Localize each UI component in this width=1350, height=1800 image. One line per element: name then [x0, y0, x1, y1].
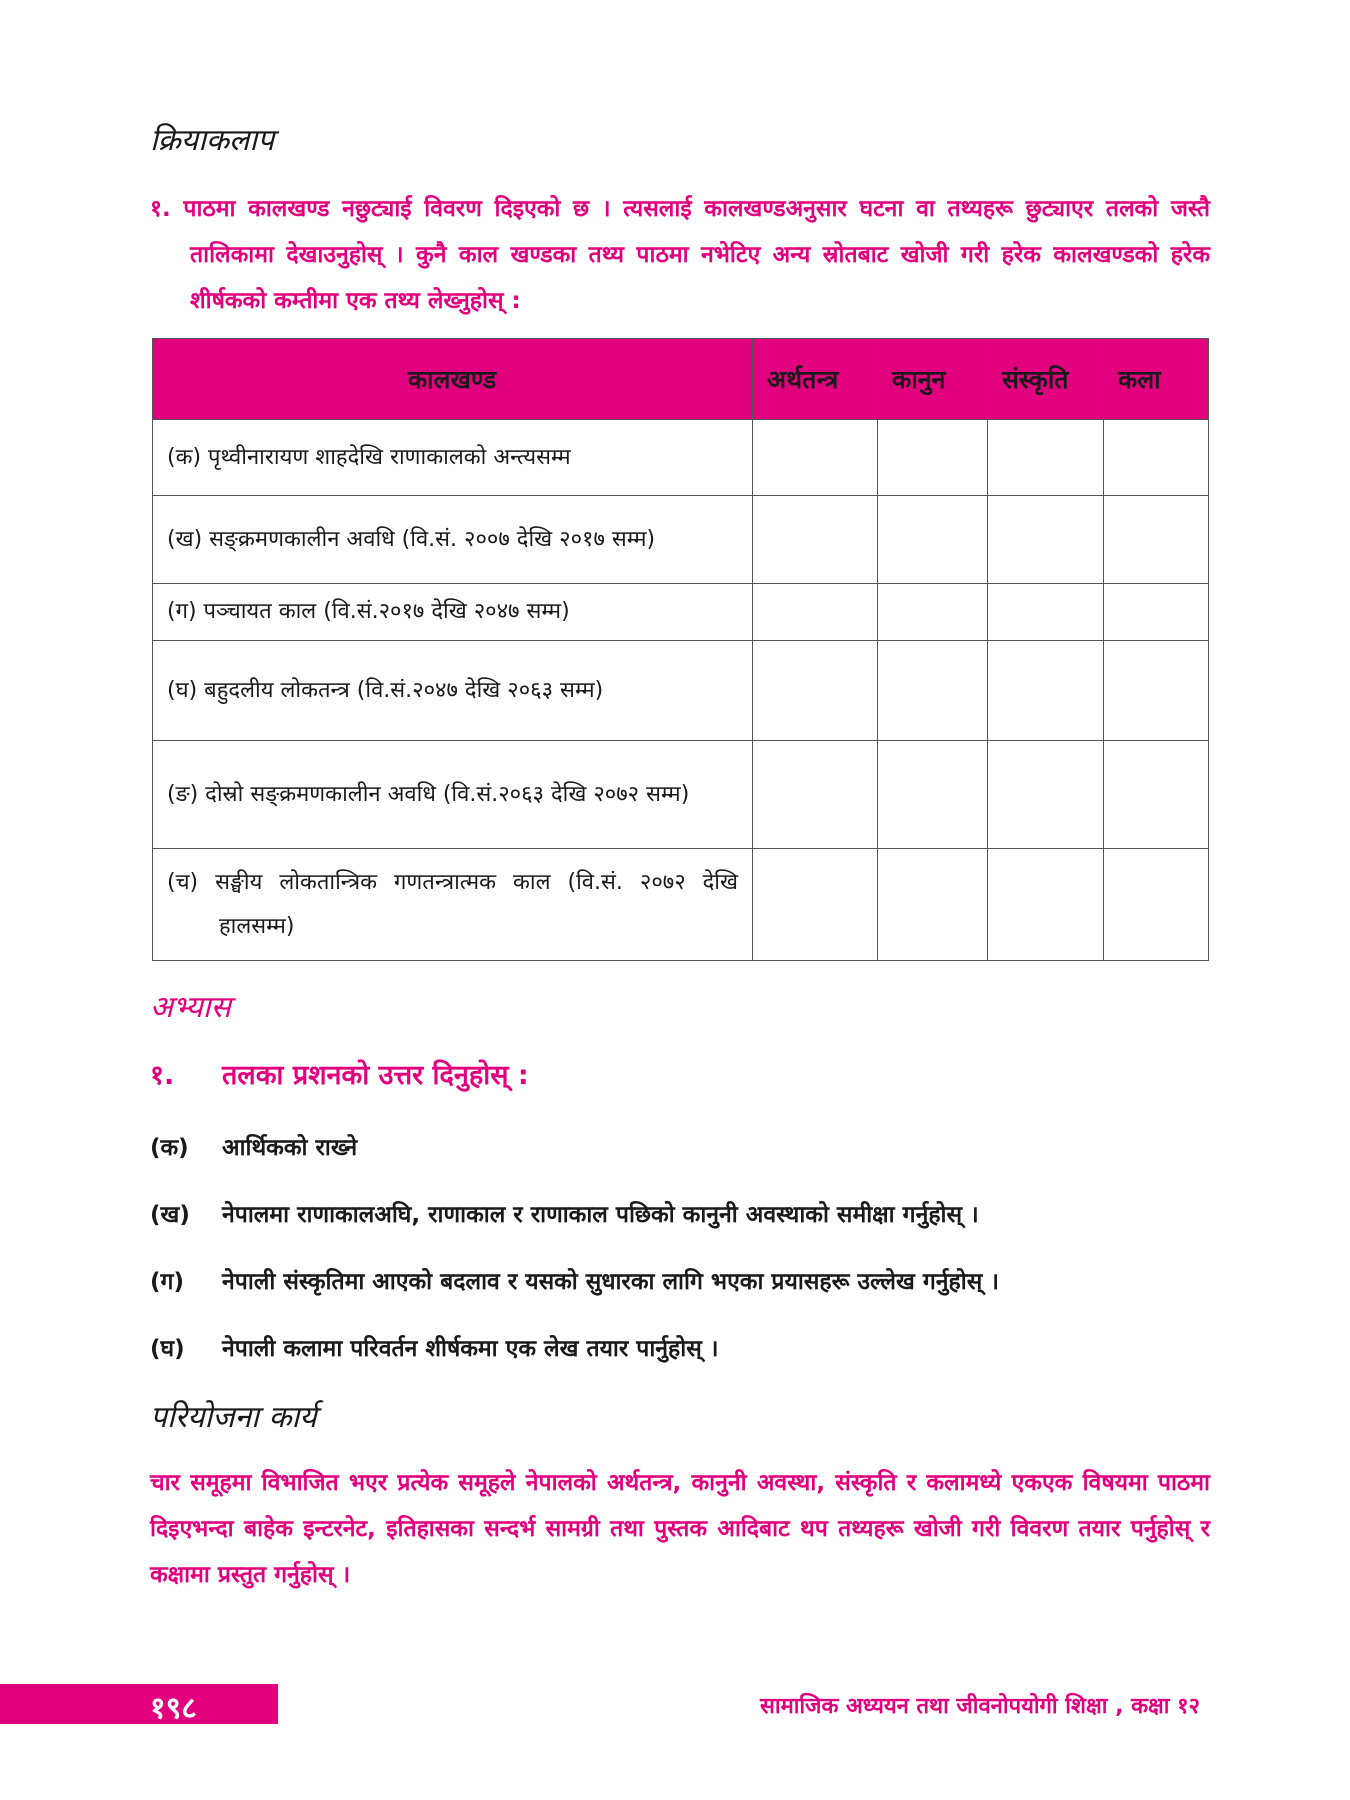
- timeline-table: [152, 338, 1209, 961]
- question-text: नेपाली संस्कृतिमा आएको बदलाव र यसको सुधारका लागि भएका प्रयासहरू उल्लेख गर्नुहोस् ।: [222, 1269, 1000, 1295]
- law-cell: [878, 584, 988, 641]
- law-cell: [878, 741, 988, 849]
- law-cell: [878, 849, 988, 961]
- period-label: (ग) पञ्चायत काल (वि.सं.२०१७ देखि २०४७ सम्म): [167, 599, 570, 624]
- table-row: [153, 584, 1209, 641]
- footer-page-bar: [0, 1684, 278, 1724]
- culture-cell: [988, 584, 1104, 641]
- culture-cell: [988, 641, 1104, 741]
- activity-title: क्रियाकलाप: [150, 123, 275, 158]
- law-cell: [878, 496, 988, 584]
- period-label: (घ) बहुदलीय लोकतन्त्र (वि.सं.२०४७ देखि २०६३ सम्म): [167, 677, 604, 703]
- book-title: सामाजिक अध्ययन तथा जीवनोपयोगी शिक्षा , कक्षा १२: [760, 1694, 1200, 1719]
- project-title: परियोजना कार्य: [150, 1400, 317, 1435]
- activity-instruction: १. पाठमा कालखण्ड नछुट्याई विवरण दिइएको छ । त्यसलाई कालखण्डअनुसार घटना वा तथ्यहरू छुट्याएर तलको जस्तै तालिकामा देखाउनुहोस् । कुनै काल खण्डका तथ्य पाठमा नभेटिए अन्य स्रोतबाट खोजी गरी हरेक कालखण्डको हरेक शीर्षकको कम्तीमा एक तथ्य लेख्नुहोस् :: [150, 196, 1210, 314]
- page-number: १९८: [150, 1691, 197, 1726]
- table-header-row: [153, 339, 1209, 420]
- header-economy: अर्थतन्त्र: [753, 339, 878, 420]
- table-row: [153, 741, 1209, 849]
- law-cell: [878, 420, 988, 496]
- period-label: (ङ) दोस्रो सङ्क्रमणकालीन अवधि (वि.सं.२०६३ देखि २०७२ सम्म): [167, 781, 690, 807]
- period-cell: [153, 496, 753, 584]
- exercise-heading-text: तलका प्रशनको उत्तर दिनुहोस् :: [222, 1060, 529, 1091]
- period-label: (च) सङ्घीय लोकतान्त्रिक गणतन्त्रात्मक काल (वि.सं. २०७२ देखि हालसम्म): [167, 869, 738, 939]
- economy-cell: [753, 849, 878, 961]
- culture-cell: [988, 741, 1104, 849]
- exercise-title: अभ्यास: [150, 990, 231, 1025]
- table-row: [153, 849, 1209, 961]
- question-label: (घ): [150, 1336, 185, 1362]
- table-row: [153, 496, 1209, 584]
- table-row: [153, 420, 1209, 496]
- art-cell: [1104, 641, 1209, 741]
- question-text: नेपालमा राणाकालअघि, राणाकाल र राणाकाल पछिको कानुनी अवस्थाको समीक्षा गर्नुहोस् ।: [222, 1202, 979, 1228]
- question-label: (ग): [150, 1269, 184, 1295]
- header-art: कला: [1104, 339, 1209, 420]
- law-cell: [878, 641, 988, 741]
- art-cell: [1104, 584, 1209, 641]
- question-item: [150, 1130, 357, 1162]
- question-item: [150, 1264, 999, 1296]
- economy-cell: [753, 420, 878, 496]
- art-cell: [1104, 849, 1209, 961]
- period-cell: [153, 641, 753, 741]
- table-row: [153, 641, 1209, 741]
- project-text: चार समूहमा विभाजित भएर प्रत्येक समूहले नेपालको अर्थतन्त्र, कानुनी अवस्था, संस्कृति र कलामध्ये एकएक विषयमा पाठमा दिइएभन्दा बाहेक इन्टरनेट, इतिहासका सन्दर्भ सामग्री तथा पुस्तक आदिबाट थप तथ्यहरू खोजी गरी विवरण तयार पर्नुहोस् र कक्षामा प्रस्तुत गर्नुहोस् ।: [150, 1470, 1210, 1588]
- period-cell: [153, 741, 753, 849]
- exercise-number: १.: [150, 1060, 175, 1091]
- economy-cell: [753, 741, 878, 849]
- period-cell: [153, 584, 753, 641]
- header-law: कानुन: [878, 339, 988, 420]
- question-label: (क): [150, 1135, 189, 1161]
- period-cell: [153, 849, 753, 961]
- culture-cell: [988, 420, 1104, 496]
- period-cell: [153, 420, 753, 496]
- question-label: (ख): [150, 1202, 190, 1228]
- economy-cell: [753, 496, 878, 584]
- question-item: [150, 1331, 719, 1363]
- culture-cell: [988, 849, 1104, 961]
- header-period: कालखण्ड: [153, 339, 753, 420]
- art-cell: [1104, 420, 1209, 496]
- period-label: (क) पृथ्वीनारायण शाहदेखि राणाकालको अन्त्यसम्म: [167, 444, 571, 470]
- question-text: नेपाली कलामा परिवर्तन शीर्षकमा एक लेख तयार पार्नुहोस् ।: [222, 1336, 719, 1362]
- exercise-heading: [150, 1055, 529, 1092]
- economy-cell: [753, 641, 878, 741]
- question-item: [150, 1197, 979, 1229]
- header-culture: संस्कृति: [988, 339, 1104, 420]
- period-label: (ख) सङ्क्रमणकालीन अवधि (वि.सं. २००७ देखि २०१७ सम्म): [167, 526, 656, 552]
- art-cell: [1104, 741, 1209, 849]
- economy-cell: [753, 584, 878, 641]
- art-cell: [1104, 496, 1209, 584]
- question-text: आर्थिकको राख्ने: [222, 1135, 358, 1161]
- culture-cell: [988, 496, 1104, 584]
